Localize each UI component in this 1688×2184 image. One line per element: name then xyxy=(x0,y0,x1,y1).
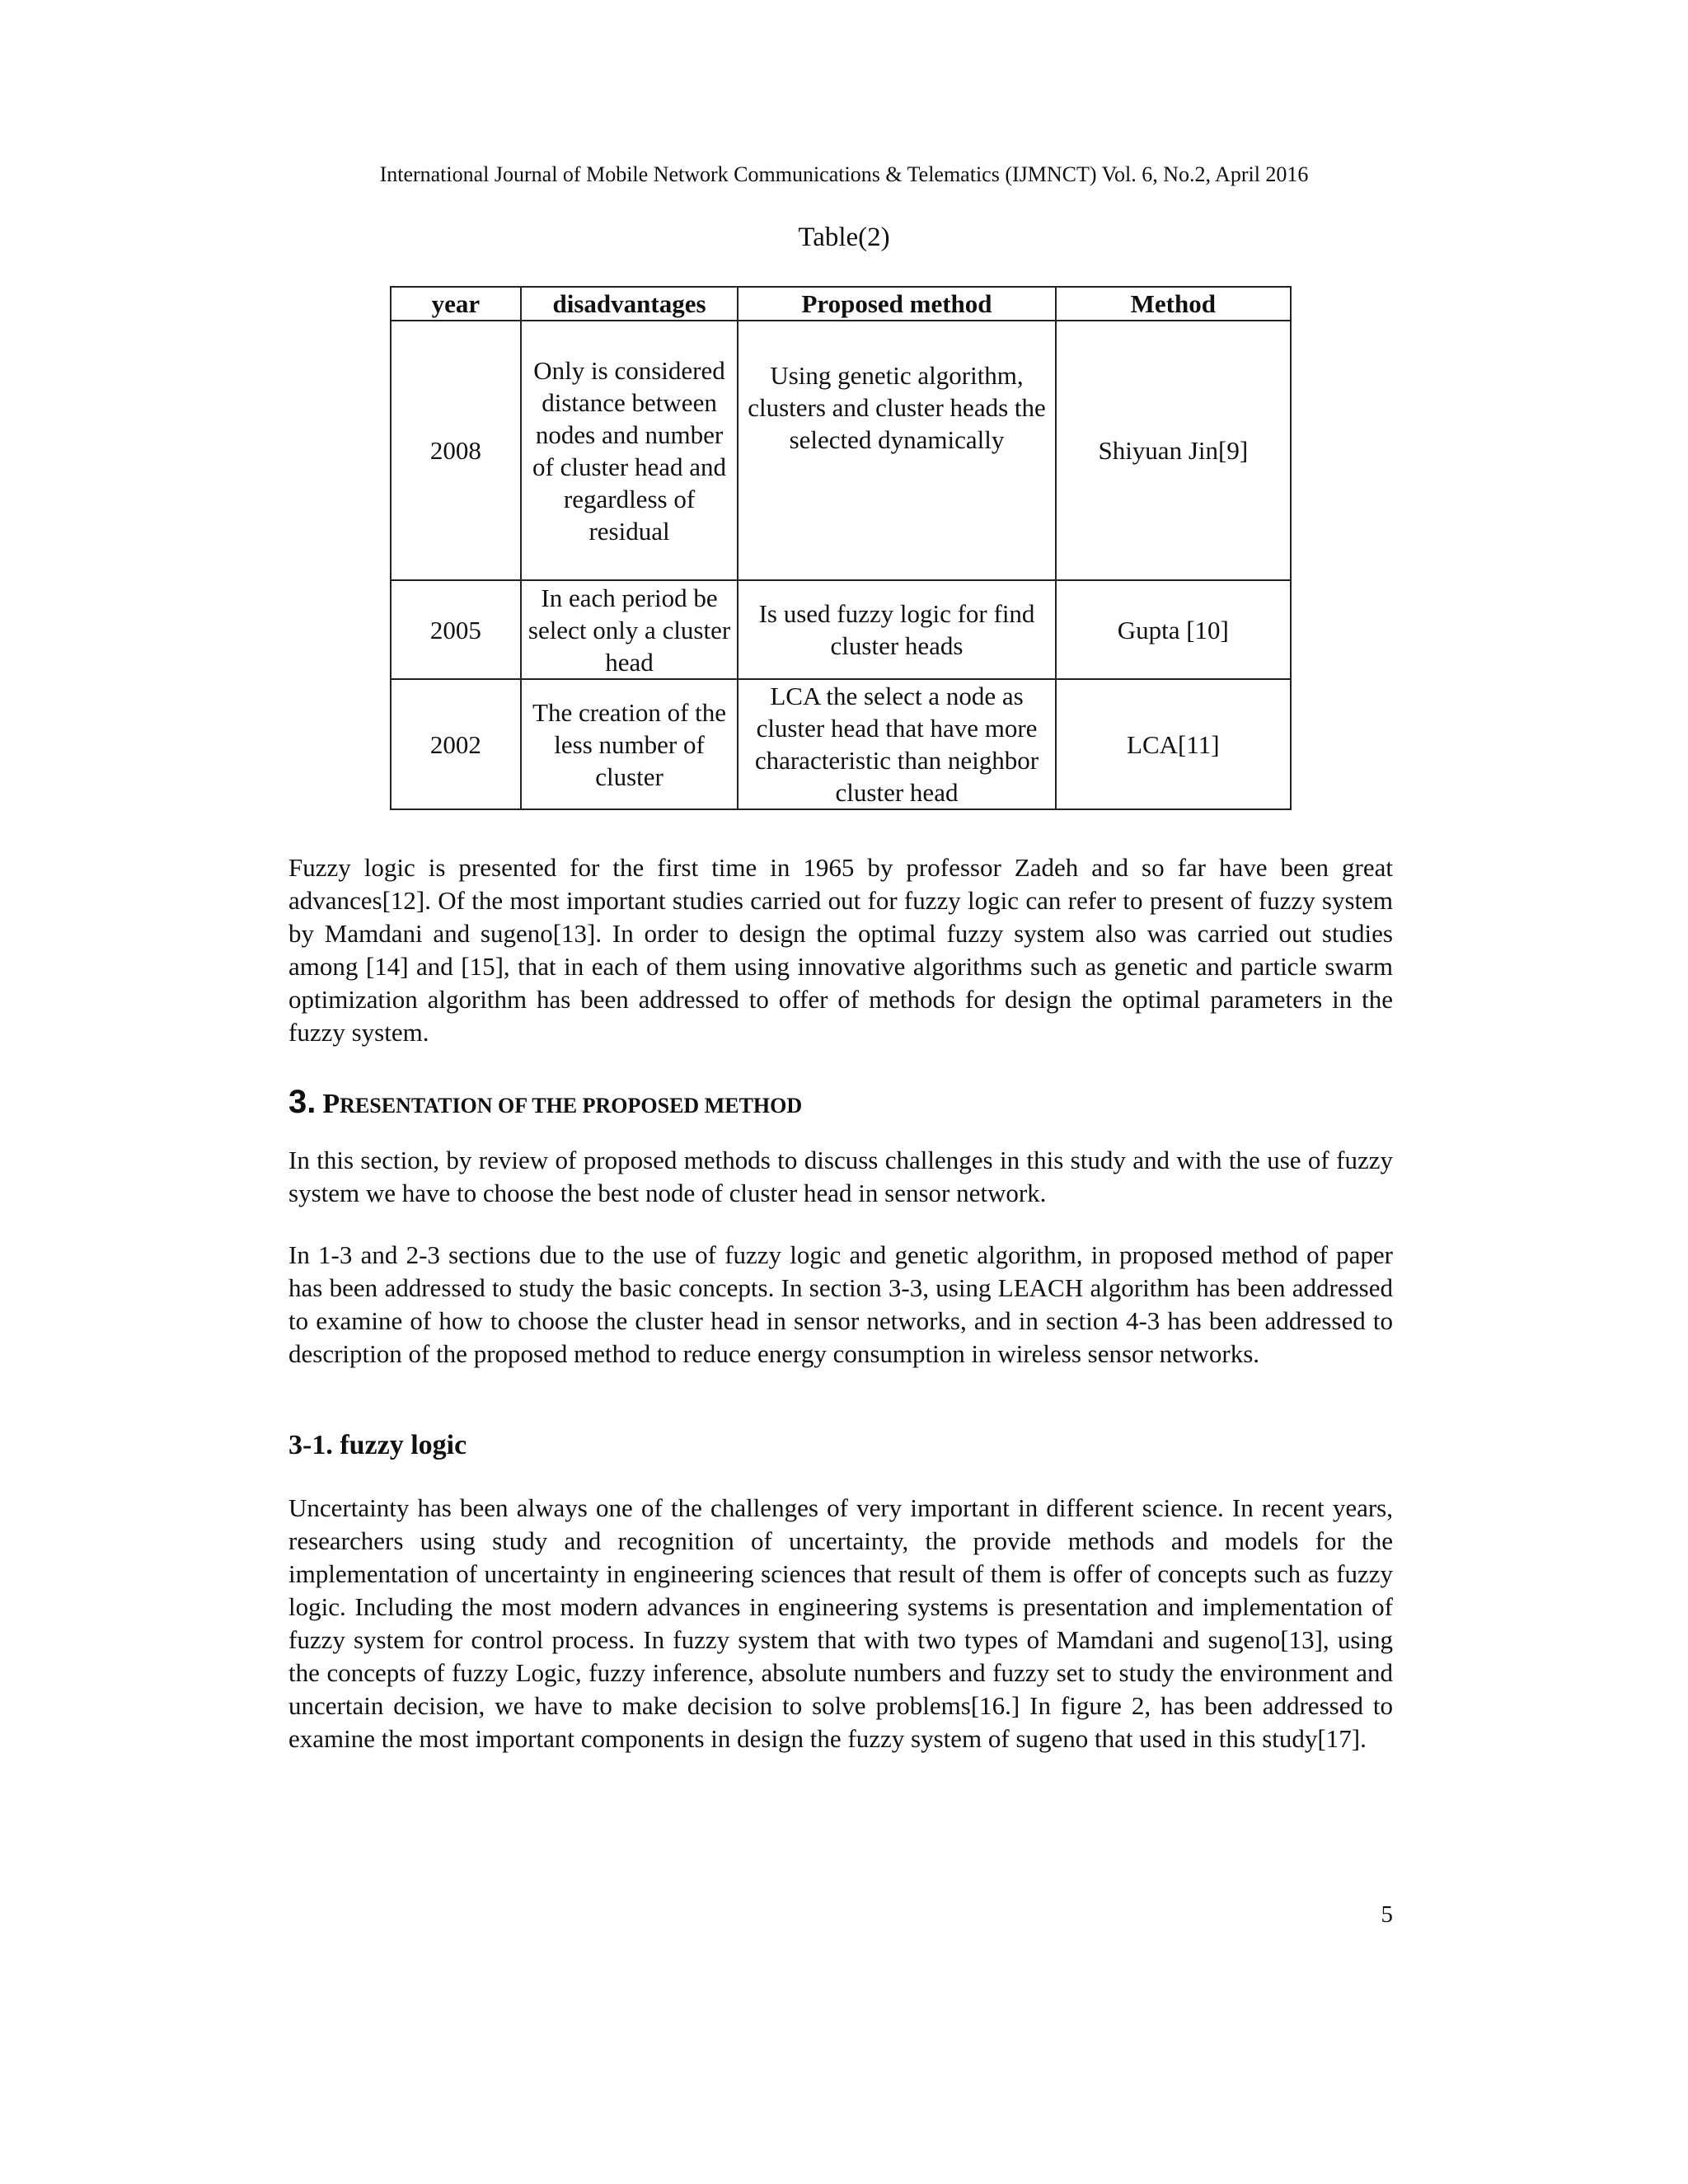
cell-proposed-method: LCA the select a node as cluster head that have more characteristic than neighbor cluster head xyxy=(738,679,1055,809)
column-header-proposed-method: Proposed method xyxy=(738,287,1055,321)
page-number: 5 xyxy=(1381,1901,1393,1928)
cell-method: Gupta [10] xyxy=(1056,580,1291,679)
cell-year: 2002 xyxy=(391,679,521,809)
cell-method: Shiyuan Jin[9] xyxy=(1056,321,1291,580)
cell-method: LCA[11] xyxy=(1056,679,1291,809)
cell-proposed-method: Using genetic algorithm, clusters and cluster heads the selected dynamically xyxy=(738,321,1055,580)
cell-year: 2008 xyxy=(391,321,521,580)
section-number: 3. xyxy=(288,1084,316,1120)
column-header-disadvantages: disadvantages xyxy=(521,287,738,321)
table-row xyxy=(391,321,1291,580)
table-row xyxy=(391,580,1291,679)
cell-disadvantages: Only is considered distance between nodes and number of cluster head and regardless of residual xyxy=(521,321,738,580)
subsection-heading: 3-1. fuzzy logic xyxy=(288,1430,467,1460)
cell-disadvantages: The creation of the less number of cluster xyxy=(521,679,738,809)
subsection-paragraph: Uncertainty has been always one of the challenges of very important in different science. In recent years, researchers using study and recognition of uncertainty, the provide methods and models for the implementation of uncertainty in engineering sciences that result of them is offer of concepts such as fuzzy logic. Including the most modern advances in engineering systems is presentation and implementation of fuzzy system for control process. In fuzzy system that with two types of Mamdani and sugeno[13], using the concepts of fuzzy Logic, fuzzy inference, absolute numbers and fuzzy set to study the environment and uncertain decision, we have to make decision to solve problems[16.] In figure 2, has been addressed to examine the most important components in design the fuzzy system of sugeno that used in this study[17]. xyxy=(288,1493,1393,1753)
column-header-method: Method xyxy=(1056,287,1291,321)
running-header: International Journal of Mobile Network Communications & Telematics (IJMNCT) Vol. 6, No.2, April 2016 xyxy=(379,162,1309,186)
column-header-year: year xyxy=(391,287,521,321)
cell-proposed-method: Is used fuzzy logic for find cluster heads xyxy=(738,580,1055,679)
comparison-table xyxy=(390,286,1292,810)
section-paragraph-1: In this section, by review of proposed methods to discuss challenges in this study and with the use of fuzzy system we have to choose the best node of cluster head in sensor network. xyxy=(288,1146,1393,1207)
table-caption: Table(2) xyxy=(798,223,890,252)
table-header-row xyxy=(391,287,1291,321)
intro-paragraph: Fuzzy logic is presented for the first time in 1965 by professor Zadeh and so far have been great advances[12]. Of the most important studies carried out for fuzzy logic can refer to present of fuzzy system by Mamdani and sugeno[13]. In order to design the optimal fuzzy system also was carried out studies among [14] and [15], that in each of them using innovative algorithms such as genetic and particle swarm optimization algorithm has been addressed to offer of methods for design the optimal parameters in the fuzzy system. xyxy=(288,853,1393,1047)
table-row xyxy=(391,679,1291,809)
section-heading xyxy=(288,1084,802,1124)
section-title-initial: P xyxy=(322,1089,340,1119)
cell-disadvantages: In each period be select only a cluster head xyxy=(521,580,738,679)
section-paragraph-2: In 1-3 and 2-3 sections due to the use of fuzzy logic and genetic algorithm, in proposed method of paper has been addressed to study the basic concepts. In section 3-3, using LEACH algorithm has been addressed to examine of how to choose the cluster head in sensor networks, and in section 4-3 has been addressed to description of the proposed method to reduce energy consumption in wireless sensor networks. xyxy=(288,1240,1393,1368)
cell-year: 2005 xyxy=(391,580,521,679)
section-title-rest: RESENTATION OF THE PROPOSED METHOD xyxy=(340,1094,803,1118)
